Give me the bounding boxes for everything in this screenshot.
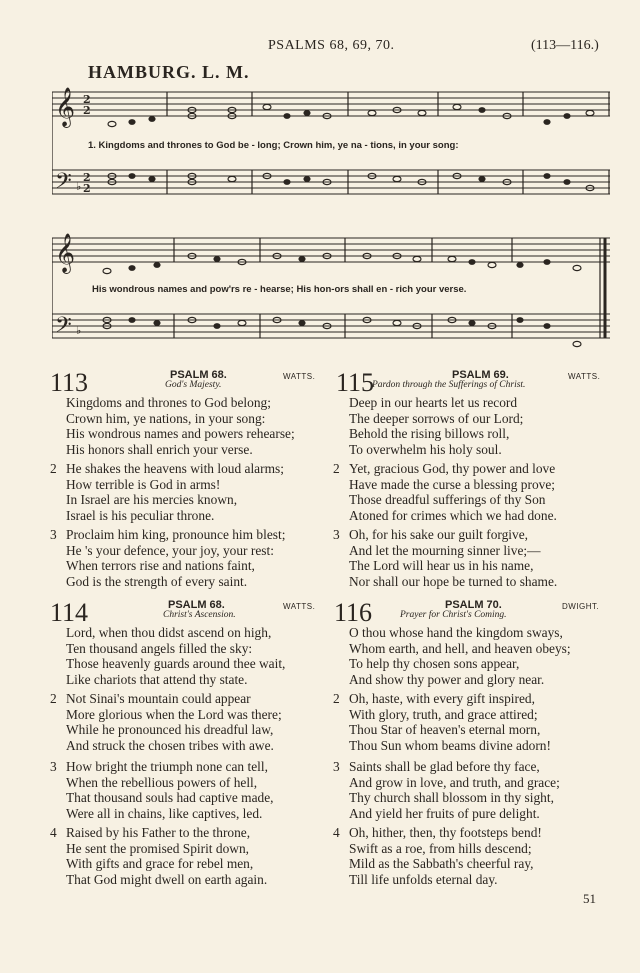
- tune-name: HAMBURG. L. M.: [88, 62, 250, 82]
- svg-text:2: 2: [83, 182, 91, 195]
- hymn-116-verse-3: 3 Saints shall be glad before thy face, And grow in love, and truth, and grace; Thy church shall blossom in thy sight, And yield her fruits of pure delight.: [333, 759, 560, 821]
- hymn-115-psalm: PSALM 69.: [452, 369, 509, 381]
- hymn-113-verse-3: 3 Proclaim him king, pronounce him blest; He 's your defence, your joy, your rest: When terrors rise and nations faint, God is the strength of every saint.: [50, 527, 286, 589]
- hymn-115-author: WATTS.: [568, 372, 601, 381]
- running-header: PSALMS 68, 69, 70.: [268, 38, 395, 53]
- notes-row-1: [108, 104, 594, 126]
- bass-clef-icon: 𝄢: [55, 169, 72, 199]
- svg-text:2: 2: [83, 171, 91, 184]
- hymn-116-psalm: PSALM 70.: [445, 599, 502, 611]
- hymn-114-verse-4: 4 Raised by his Father to the throne, He sent the promised Spirit down, With gifts and grace for rebel men, That God might dwell on earth again.: [50, 825, 268, 887]
- hymn-number-115: 115: [336, 368, 375, 397]
- hymn-number-116: 116: [334, 598, 373, 627]
- hymn-115-verse-2: 2 Yet, gracious God, thy power and love Have made the curse a blessing prove; Those dreadful sufferings of thy Son Atoned for crimes which we had done.: [333, 461, 557, 523]
- bass-clef-icon-2: 𝄢: [55, 313, 72, 343]
- page-number: 51: [583, 891, 596, 906]
- hymn-113-subtitle: God's Majesty.: [165, 380, 222, 390]
- hymn-113-verse-2: 2 He shakes the heavens with loud alarms; How terrible is God in arms! In Israel are his mercies known, Israel is his peculiar throne.: [50, 461, 284, 523]
- hymn-116-verse-1: O thou whose hand the kingdom sways, Whom earth, and hell, and heaven obeys; To help thy chosen sons appear, And show thy power and glory near.: [349, 625, 571, 687]
- svg-text:♭: ♭: [76, 325, 82, 337]
- hymn-114-psalm: PSALM 68.: [168, 599, 225, 611]
- svg-text:♭: ♭: [76, 181, 82, 193]
- hymn-116-subtitle: Prayer for Christ's Coming.: [400, 610, 507, 620]
- svg-text:2: 2: [83, 104, 91, 117]
- treble-clef-icon: 𝄞: [55, 87, 76, 127]
- hymn-113-author: WATTS.: [283, 372, 316, 381]
- lyrics-line-1: 1. Kingdoms and thrones to God be - long; Crown him, ye na - tions, in your song:: [88, 140, 459, 151]
- hymn-116-author: DWIGHT.: [562, 602, 600, 611]
- hymn-115-verse-3: 3 Oh, for his sake our guilt forgive, And let the mourning sinner live;— The Lord will hear us in his name, Nor shall our hope be turned to shame.: [333, 527, 558, 589]
- hymn-114-verse-1: Lord, when thou didst ascend on high, Ten thousand angels filled the sky: Those heavenly guards around thee wait, Like chariots that attend thy state.: [66, 625, 286, 687]
- hymn-113-psalm: PSALM 68.: [170, 369, 227, 381]
- hymn-114-subtitle: Christ's Ascension.: [163, 610, 236, 620]
- lyrics-line-2: His wondrous names and pow'rs re - hearse; His hon-ors shall en - rich your verse.: [92, 284, 467, 295]
- treble-clef-icon-2: 𝄞: [55, 233, 76, 273]
- hymn-range: (113—116.): [531, 38, 599, 53]
- hymn-116-verse-4: 4 Oh, hither, then, thy footsteps bend! Swift as a roe, from hills descend; Mild as the Sabbath's cheerful ray, Till life unfolds eternal day.: [333, 825, 542, 887]
- hymn-114-author: WATTS.: [283, 602, 316, 611]
- hymn-113-verse-1: Kingdoms and thrones to God belong; Crown him, ye nations, in your song: His wondrous names and powers rehearse; His honors shall enrich your verse.: [66, 395, 295, 457]
- hymn-number-113: 113: [50, 368, 89, 397]
- hymn-115-verse-1: Deep in our hearts let us record The deeper sorrows of our Lord; Behold the rising billows roll, To overwhelm his holy soul.: [349, 395, 524, 457]
- hymn-115-subtitle: Pardon through the Sufferings of Christ.: [372, 380, 526, 390]
- svg-text:2: 2: [83, 93, 91, 106]
- hymn-number-114: 114: [50, 598, 89, 627]
- hymn-114-verse-3: 3 How bright the triumph none can tell, When the rebellious powers of hell, That thousand souls had captive made, Were all in chains, like captives, led.: [50, 759, 274, 821]
- hymn-114-verse-2: 2 Not Sinai's mountain could appear More glorious when the Lord was there; While he pronounced his dreadful law, And struck the chosen tribes with awe.: [50, 691, 282, 753]
- hymn-116-verse-2: 2 Oh, haste, with every gift inspired, With glory, truth, and grace attired; Thou Star of heaven's eternal morn, Thou Sun whom beams divine adorn!: [333, 691, 551, 753]
